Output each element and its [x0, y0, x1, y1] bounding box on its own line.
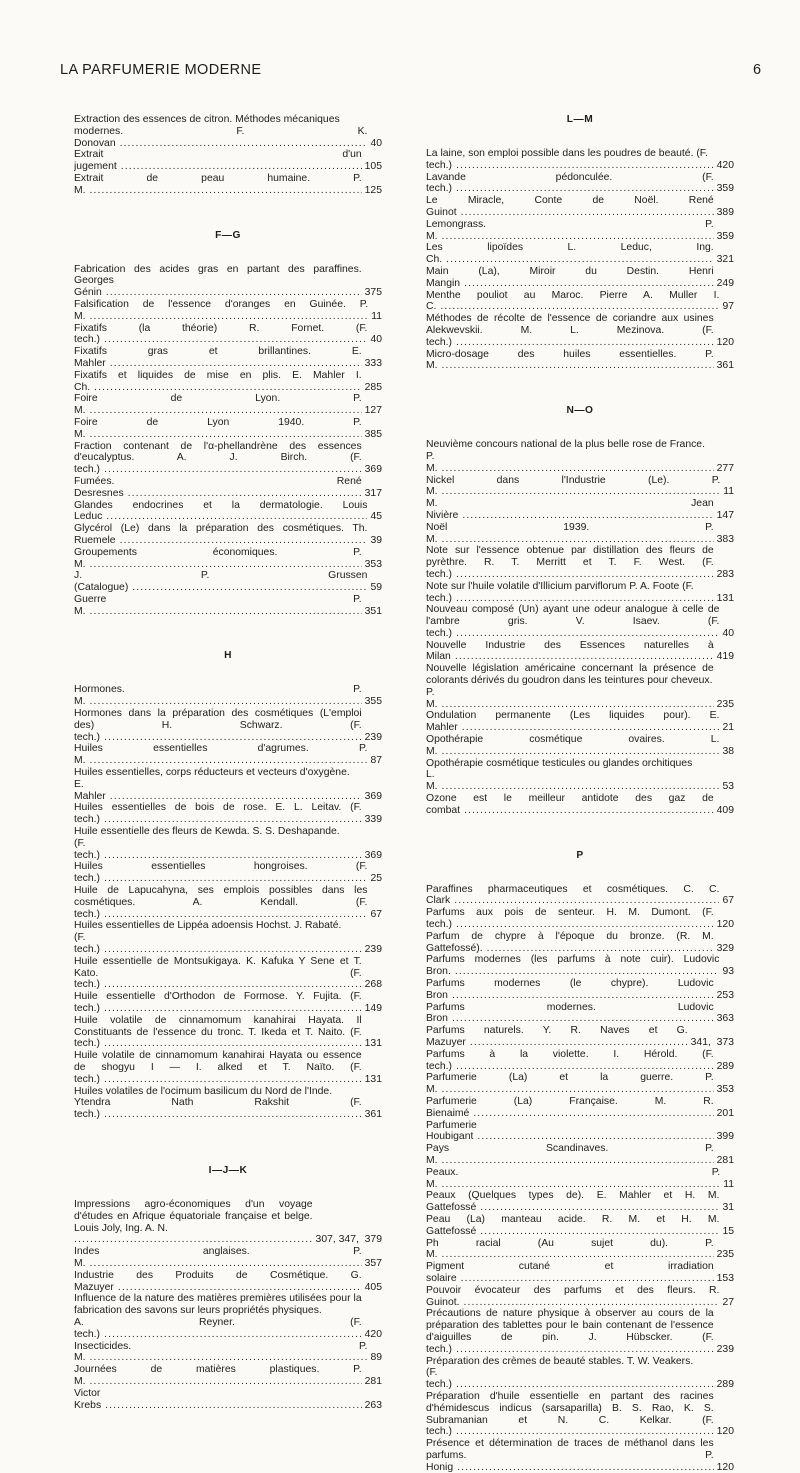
entry-title: Note sur l'essence obtenue par distillation des fleurs de pyrèthre. R. T. Merritt et T. F. West. (F. tech.) ..... [426, 545, 714, 580]
index-entry [74, 885, 382, 920]
entry-page-ref: 11 [371, 310, 382, 322]
index-column-right [426, 114, 734, 1473]
entry-page-ref: 53 [722, 781, 734, 793]
index-entry [426, 475, 734, 499]
index-entry [426, 349, 734, 373]
index-entry [426, 734, 734, 758]
entry-title: Parfums modernes (le chypre). Ludovic Bron ..... [426, 978, 714, 1002]
entry-title: Industrie des Produits de Cosmétique. G. Mazuyer ..... [74, 1270, 362, 1294]
entry-title: Huiles essentielles d'agrumes. P. M. ..... [74, 743, 367, 767]
entry-title: Opothérapie cosmétique ovaires. L. M. ..... [426, 734, 719, 758]
index-entry [74, 1270, 382, 1294]
entry-title: Fixatifs gras et brillantines. E. Mahler ..... [74, 346, 362, 370]
index-entry [74, 393, 382, 417]
index-entry [426, 1002, 734, 1026]
entry-page-ref: 40 [370, 334, 382, 346]
entry-title: Peaux (Quelques types de). E. Mahler et H. M. Gattefossé ..... [426, 1190, 719, 1214]
entry-title: Extrait de peau humaine. P. M. ..... [74, 173, 362, 197]
entry-title: Glycérol (Le) dans la préparation des cosmétiques. Th. Ruemele ..... [74, 523, 367, 547]
entry-page-ref: 359 [716, 230, 734, 242]
entry-page-ref: 15 [722, 1225, 734, 1237]
entry-title: Lemongrass. P. M. ..... [426, 219, 714, 243]
entry-title: Huiles essentielles, corps réducteurs et vecteurs d'oxygène. E. Mahler ..... [74, 767, 362, 802]
entry-title: Huiles essentielles de Lippéa adoensis Hochst. J. Rabaté. (F. tech.) ..... [74, 920, 362, 955]
entry-title: Menthe pouliot au Maroc. Pierre A. Muller I. C. ..... [426, 290, 719, 314]
entry-title: Parfums modernes. Ludovic Bron ..... [426, 1002, 714, 1026]
index-entry [426, 793, 734, 817]
entry-page-ref: 369 [364, 849, 382, 861]
entry-title: Journées de matières plastiques. P. M. ..... [74, 1364, 362, 1388]
entry-title: Micro-dosage des huiles essentielles. P. M. ..... [426, 349, 714, 373]
index-entry [426, 1190, 734, 1214]
entry-page-ref: 40 [370, 137, 382, 149]
entry-page-ref: 375 [364, 287, 382, 299]
index-entry [74, 1246, 382, 1270]
index-entry [74, 523, 382, 547]
entry-page-ref: 131 [716, 592, 734, 604]
entry-page-ref: 21 [722, 722, 734, 734]
entry-title: Huile volatile de cinnamomum kanahirai Hayata ou essence de shogyu I — I. alked et T. Naïto. (F. tech.) ..... [74, 1050, 362, 1085]
entry-title: Huile essentielle d'Orthodon de Formose. Y. Fujita. (F. tech.) ..... [74, 991, 362, 1015]
entry-page-ref: 351 [364, 605, 382, 617]
index-entry [74, 346, 382, 370]
entry-title: Nouveau composé (Un) ayant une odeur analogue à celle de l'ambre gris. V. Isaev. (F. tech.) ..... [426, 604, 719, 639]
index-entry [426, 640, 734, 664]
index-entry [74, 1293, 382, 1340]
entry-title: Foire de Lyon. P. M. ..... [74, 393, 362, 417]
index-section [426, 114, 734, 372]
entry-page-ref: 363 [716, 1013, 734, 1025]
entry-title: Nouvelle Industrie des Essences naturelles à Milan ..... [426, 640, 714, 664]
entry-title: Glandes endocrines et la dermatologie. Louis Leduc ..... [74, 500, 367, 524]
index-entry [74, 1086, 382, 1121]
entry-page-ref: 239 [364, 944, 382, 956]
index-entry [74, 826, 382, 861]
entry-page-ref: 120 [716, 336, 734, 348]
entry-page-ref: 125 [364, 184, 382, 196]
entry-page-ref: 249 [716, 277, 734, 289]
index-entry [74, 299, 382, 323]
entry-title: Opothérapie cosmétique testicules ou glandes orchitiques L. M. ..... [426, 758, 719, 793]
index-entry [426, 1167, 734, 1191]
entry-title: Lavande pédonculée. (F. tech.) ..... [426, 172, 714, 196]
entry-page-ref: 281 [364, 1375, 382, 1387]
index-entry [426, 1072, 734, 1096]
entry-page-ref: 149 [364, 1003, 382, 1014]
entry-page-ref: 40 [722, 627, 734, 639]
entry-page-ref: 235 [716, 1249, 734, 1261]
entry-page-ref: 283 [716, 568, 734, 580]
section-heading: I—J—K [208, 1164, 248, 1176]
index-entry [426, 148, 734, 172]
entry-title: Hormones dans la préparation des cosmétiques (L'emploi des) H. Schwarz. (F. tech.) ..... [74, 708, 362, 743]
entry-page-ref: 361 [364, 1109, 382, 1121]
entry-title: Fraction contenant de l'α-phellandrène des essences d'eucalyptus. A. J. Birch. (F. tech.) ..... [74, 441, 362, 476]
index-column-left [74, 114, 382, 1411]
entry-page-ref: 11 [723, 1178, 734, 1190]
index-entry [426, 978, 734, 1002]
entry-page-ref: 369 [364, 790, 382, 802]
entry-page-ref: 153 [716, 1272, 734, 1284]
entry-page-ref: 321 [716, 254, 734, 266]
entry-title: Parfums aux pois de senteur. H. M. Dumont. (F. tech.) ..... [426, 907, 714, 931]
entry-page-ref: 31 [722, 1202, 734, 1214]
entry-page-ref: 268 [364, 979, 382, 991]
entry-page-ref: 239 [716, 1343, 734, 1355]
index-entry [426, 172, 734, 196]
index-section [74, 230, 382, 618]
index-entry [74, 1050, 382, 1085]
entry-page-ref: 235 [716, 698, 734, 710]
journal-title: LA PARFUMERIE MODERNE [60, 62, 262, 78]
entry-page-ref: 120 [716, 1461, 734, 1473]
index-entry [426, 439, 734, 474]
entry-page-ref: 339 [364, 814, 382, 826]
entry-page-ref: 11 [723, 486, 734, 498]
entry-page-ref: 281 [716, 1154, 734, 1166]
entry-title: Pays Scandinaves. P. M. ..... [426, 1143, 714, 1167]
index-entry [74, 991, 382, 1015]
index-entry [74, 1015, 382, 1050]
entry-title: Parfum de chypre à l'époque du bronze. (R. M. Gattefossé). ..... [426, 931, 714, 955]
entry-page-ref: 239 [364, 731, 382, 743]
entry-title: Ph racial (Au sujet du). P. M. ..... [426, 1238, 714, 1262]
entry-page-ref: 289 [716, 1060, 734, 1072]
index-entry [74, 802, 382, 826]
entry-page-ref: 359 [716, 183, 734, 195]
entry-title: Extrait d'un jugement ..... [74, 149, 362, 173]
entry-title: Préparation des crèmes de beauté stables. T. W. Veakers. (F. tech.) ..... [426, 1356, 714, 1391]
section-heading: L—M [566, 114, 594, 125]
entry-title: Nouvelle législation américaine concernant la présence de colorants dérivés du goudron dans les teintures pour cheveux. P. M. ..... [426, 663, 714, 710]
entry-title: Ondulation permanente (Les liquides pour). E. Mahler ..... [426, 710, 719, 734]
index-entry [426, 242, 734, 266]
entry-page-ref: 263 [364, 1399, 382, 1411]
entry-page-ref: 385 [364, 428, 382, 440]
entry-page-ref: 353 [364, 558, 382, 570]
index-entry [426, 498, 734, 522]
index-entry [426, 604, 734, 639]
entry-page-ref: 131 [364, 1038, 382, 1050]
entry-page-ref: 361 [716, 360, 734, 372]
entry-title: Insecticides. P. M. ..... [74, 1341, 367, 1365]
entry-title: Peaux. P. M. ..... [426, 1167, 720, 1191]
index-entry [426, 1096, 734, 1120]
entry-title: Fixatifs et liquides de mise en plis. E. Mahler I. Ch. ..... [74, 370, 362, 394]
entry-title: Huile volatile de cinnamomum kanahirai Hayata. Il Constituants de l'essence du tronc. T. Ikeda et T. Naito. (F. tech.) ..... [74, 1015, 362, 1050]
entry-page-ref: 383 [716, 533, 734, 545]
entry-page-ref: 67 [370, 908, 382, 920]
entry-page-ref: 38 [722, 745, 734, 757]
index-entry [426, 195, 734, 219]
entry-page-ref: 253 [716, 989, 734, 1001]
index-entry [74, 684, 382, 708]
entry-title: M. Jean Nivière ..... [426, 498, 714, 522]
index-entry [426, 1261, 734, 1285]
index-entry [74, 743, 382, 767]
index-entry [426, 1238, 734, 1262]
entry-page-ref: 45 [370, 511, 382, 523]
index-entry [74, 370, 382, 394]
entry-title: Parfumerie (La) et la guerre. P. M. ..... [426, 1072, 714, 1096]
entry-title: Huiles essentielles hongroises. (F. tech.) ..... [74, 861, 367, 885]
index-entry [74, 1199, 382, 1246]
entry-title: Paraffines pharmaceutiques et cosmétiques. C. C. Clark ..... [426, 884, 719, 908]
entry-title: Pouvoir évocateur des parfums et des fleurs. R. Guinot. ..... [426, 1285, 719, 1309]
entry-page-ref: 201 [716, 1107, 734, 1119]
index-entry [74, 547, 382, 571]
entry-page-ref: 87 [370, 755, 382, 767]
index-entry [426, 219, 734, 243]
index-entry [426, 290, 734, 314]
entry-page-ref: 25 [370, 873, 382, 885]
index-entry [426, 710, 734, 734]
index-entry [74, 441, 382, 476]
index-entry [426, 1438, 734, 1473]
section-heading: P [576, 849, 584, 861]
entry-title: Fixatifs (la théorie) R. Fornet. (F. tech.) ..... [74, 323, 367, 347]
entry-title: Fumées. René Desresnes ..... [74, 476, 362, 500]
index-entry [74, 323, 382, 347]
entry-page-ref: 357 [364, 1257, 382, 1269]
page-number: 6 [753, 62, 762, 78]
index-section [74, 1165, 382, 1411]
entry-page-ref: 409 [716, 804, 734, 816]
section-heading: F—G [215, 229, 241, 241]
index-entry [426, 1285, 734, 1309]
index-entry [426, 1214, 734, 1238]
index-section [426, 405, 734, 817]
index-entry [426, 663, 734, 710]
entry-title: Méthodes de récolte de l'essence de coriandre aux usines Alekwevskii. M. L. Mezinova. (F. tech.) ..... [426, 313, 714, 348]
entry-title: La laine, son emploi possible dans les poudres de beauté. (F. tech.) ..... [426, 148, 714, 172]
index-entry [74, 417, 382, 441]
entry-page-ref: 127 [364, 405, 382, 417]
entry-title: Fabrication des acides gras en partant des paraffines. Georges Génin ..... [74, 264, 362, 299]
entry-page-ref: 67 [722, 895, 734, 907]
entry-page-ref: 105 [364, 161, 382, 173]
section-heading: H [224, 650, 232, 662]
section-heading: N—O [566, 405, 594, 417]
index-entry [74, 264, 382, 299]
index-entry [74, 861, 382, 885]
index-entry [426, 907, 734, 931]
index-entry [74, 767, 382, 802]
entry-page-ref: 39 [370, 534, 382, 546]
index-entry [426, 313, 734, 348]
entry-title: Les lipoïdes L. Leduc, Ing. Ch. ..... [426, 242, 714, 266]
entry-page-ref: 147 [716, 509, 734, 521]
entry-page-ref: 317 [364, 487, 382, 499]
entry-page-ref: 389 [716, 206, 734, 218]
index-entry [426, 266, 734, 290]
entry-title: Parfumerie (La) Française. M. R. Bienaimé ..... [426, 1096, 714, 1120]
entry-title: Huiles essentielles de bois de rose. E. L. Leitav. (F. tech.) ..... [74, 802, 362, 826]
index-entry [426, 954, 734, 978]
index-section [74, 114, 382, 197]
index-entry [74, 1388, 382, 1412]
entry-title: Parfums à la violette. I. Hérold. (F. tech.) ..... [426, 1049, 714, 1073]
entry-title: Guerre P. M. ..... [74, 594, 362, 618]
index-entry [426, 1025, 734, 1049]
entry-title: Huiles volatiles de l'ocimum basilicum du Nord de l'Inde. Ytendra Nath Rakshit (F. tech.) ..... [74, 1086, 362, 1121]
entry-page-ref: 27 [722, 1296, 734, 1308]
entry-title: Main (La), Miroir du Destin. Henri Mangin ..... [426, 266, 714, 290]
entry-title: Foire de Lyon 1940. P. M. ..... [74, 417, 362, 441]
entry-title: Falsification de l'essence d'oranges en Guinée. P. M. ..... [74, 299, 368, 323]
index-entry [74, 149, 382, 173]
index-entry [426, 931, 734, 955]
index-entry [426, 1308, 734, 1355]
index-entry [74, 594, 382, 618]
index-entry [74, 570, 382, 594]
entry-page-ref: 405 [364, 1281, 382, 1293]
entry-title: Victor Krebs ..... [74, 1388, 362, 1412]
index-section [74, 650, 382, 1120]
entry-page-ref: 120 [716, 919, 734, 931]
entry-page-ref: 329 [716, 942, 734, 954]
entry-title: Parfums naturels. Y. R. Naves et G. Mazuyer ..... [426, 1025, 688, 1049]
entry-page-ref: 285 [364, 381, 382, 393]
entry-page-ref: 355 [364, 696, 382, 708]
index-entry [426, 1356, 734, 1391]
index-entry [74, 708, 382, 743]
entry-page-ref: 399 [716, 1131, 734, 1143]
index-entry [426, 884, 734, 908]
entry-title: Huile essentielle de Montsukigaya. K. Kafuka Y Sene et T. Kato. (F. tech.) ..... [74, 956, 362, 991]
index-entry [426, 522, 734, 546]
index-entry [74, 1341, 382, 1365]
entry-title: J. P. Grussen (Catalogue) ..... [74, 570, 367, 594]
entry-page-ref: 120 [716, 1426, 734, 1438]
entry-title: Pigment cutané et irradiation solaire ..... [426, 1261, 714, 1285]
entry-page-ref: 131 [364, 1073, 382, 1085]
entry-page-ref: 277 [716, 462, 734, 474]
entry-title: Neuvième concours national de la plus belle rose de France. P. M. ..... [426, 439, 714, 474]
index-entry [426, 758, 734, 793]
entry-title: Nickel dans l'Industrie (Le). P. M. ..... [426, 475, 720, 499]
entry-title: Groupements économiques. P. M. ..... [74, 547, 362, 571]
index-entry [426, 1391, 734, 1438]
entry-page-ref: 419 [716, 651, 734, 663]
entry-title: Huile essentielle des fleurs de Kewda. S. S. Deshapande. (F. tech.) ..... [74, 826, 362, 861]
entry-title: Parfums modernes (les parfums à note cuir). Ludovic Bron. ..... [426, 954, 719, 978]
index-entry [74, 956, 382, 991]
entry-page-ref: 289 [716, 1379, 734, 1391]
index-section [426, 850, 734, 1473]
entry-title: Hormones. P. M. ..... [74, 684, 362, 708]
entry-title: Préparation d'huile essentielle en partant des racines d'hémidescus indicus (sarsaparilla) B. S. Rao, K. S. Subramanian et N. C. Kelkar. (F. tech.) ..... [426, 1391, 714, 1438]
entry-title: Extraction des essences de citron. Méthodes mécaniques modernes. F. K. Donovan ..... [74, 114, 367, 149]
entry-title: Impressions agro-économiques d'un voyage d'études en Afrique équatoriale française et belge. Louis Joly, Ing. A. N. ..... [74, 1199, 313, 1246]
entry-page-ref: 333 [364, 357, 382, 369]
entry-title: Le Miracle, Conte de Noël. René Guinot ..... [426, 195, 714, 219]
entry-page-ref: 369 [364, 464, 382, 476]
entry-page-ref: 97 [722, 301, 734, 313]
entry-title: Influence de la nature des matières premières utilisées pour la fabrication des savons sur leurs propriétés physiques. A. Reyner. (F. tech.) ..... [74, 1293, 362, 1340]
entry-title: Indes anglaises. P. M. ..... [74, 1246, 362, 1270]
index-entry [74, 173, 382, 197]
entry-title: Note sur l'huile volatile d'Illicium parviflorum P. A. Foote (F. tech.) ..... [426, 581, 714, 605]
entry-title: Peau (La) manteau acide. R. M. et H. M. Gattefossé ..... [426, 1214, 719, 1238]
entry-page-ref: 93 [722, 966, 734, 978]
index-entry [426, 545, 734, 580]
entry-page-ref: 89 [370, 1352, 382, 1364]
entry-title: Présence et détermination de traces de méthanol dans les parfums. P. Honig ..... [426, 1438, 714, 1473]
index-entry [74, 920, 382, 955]
index-entry [426, 1143, 734, 1167]
entry-title: Précautions de nature physique à observer au cours de la préparation des tablettes pour le bain contenant de l'essence d'aiguilles de pin. J. Hübscker. (F. tech.) ..... [426, 1308, 714, 1355]
entry-title: Noël 1939. P. M. ..... [426, 522, 714, 546]
index-entry [426, 581, 734, 605]
entry-page-ref: 59 [370, 582, 382, 594]
index-entry [426, 1049, 734, 1073]
entry-title: Parfumerie Houbigant ..... [426, 1120, 714, 1144]
entry-title: Ozone est le meilleur antidote des gaz de combat ..... [426, 793, 714, 817]
entry-page-ref: 307, 347, 379 [315, 1234, 382, 1246]
index-entry [74, 114, 382, 149]
entry-title: Huile de Lapucahyna, ses emplois possibles dans les cosmétiques. A. Kendall. (F. tech.) ..... [74, 885, 367, 920]
entry-page-ref: 420 [364, 1328, 382, 1340]
entry-page-ref: 353 [716, 1084, 734, 1096]
index-entry [74, 1364, 382, 1388]
index-entry [74, 476, 382, 500]
entry-page-ref: 420 [716, 159, 734, 171]
entry-page-ref: 341, 373 [690, 1037, 734, 1048]
index-entry [426, 1120, 734, 1144]
index-entry [74, 500, 382, 524]
